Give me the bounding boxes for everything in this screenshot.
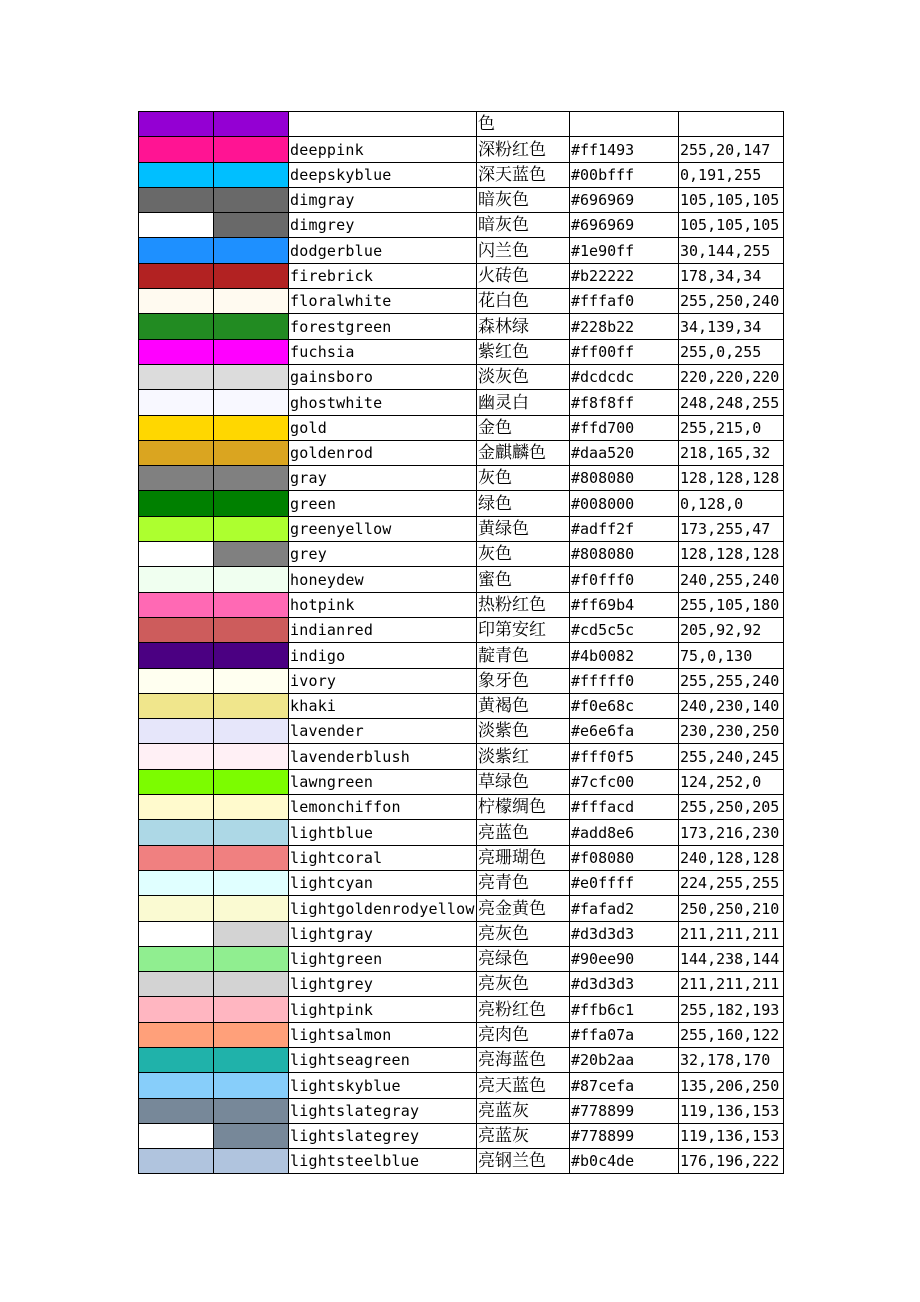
color-swatch-secondary	[214, 1047, 289, 1072]
color-row	[139, 466, 784, 491]
color-rgb-cell: 119,136,153	[679, 1098, 784, 1123]
color-swatch-primary	[139, 617, 214, 642]
color-swatch-secondary	[214, 946, 289, 971]
color-swatch-secondary	[214, 289, 289, 314]
color-chinese-name-cell: 亮绿色	[477, 946, 570, 971]
color-chinese-name-cell: 亮蓝色	[477, 820, 570, 845]
color-hex-cell: #fffaf0	[570, 289, 679, 314]
color-swatch-primary	[139, 112, 214, 137]
color-rgb-cell: 128,128,128	[679, 542, 784, 567]
color-rgb-cell: 176,196,222	[679, 1149, 784, 1174]
color-name-cell: green	[289, 491, 477, 516]
color-swatch-primary	[139, 516, 214, 541]
color-name-cell: lightcyan	[289, 870, 477, 895]
color-swatch-secondary	[214, 390, 289, 415]
color-swatch-primary	[139, 567, 214, 592]
color-name-cell: dodgerblue	[289, 238, 477, 263]
color-name-cell: lemonchiffon	[289, 795, 477, 820]
color-name-cell: deepskyblue	[289, 162, 477, 187]
color-chinese-name-cell: 灰色	[477, 542, 570, 567]
color-swatch-secondary	[214, 491, 289, 516]
color-swatch-primary	[139, 643, 214, 668]
color-row	[139, 238, 784, 263]
color-rgb-cell: 173,255,47	[679, 516, 784, 541]
color-swatch-secondary	[214, 263, 289, 288]
color-hex-cell: #daa520	[570, 440, 679, 465]
color-rgb-cell: 218,165,32	[679, 440, 784, 465]
color-chinese-name-cell: 灰色	[477, 466, 570, 491]
color-rgb-cell: 220,220,220	[679, 364, 784, 389]
color-swatch-primary	[139, 263, 214, 288]
color-chinese-name-cell: 亮钢兰色	[477, 1149, 570, 1174]
color-row	[139, 162, 784, 187]
color-hex-cell: #cd5c5c	[570, 617, 679, 642]
color-swatch-primary	[139, 364, 214, 389]
color-chinese-name-cell: 黄绿色	[477, 516, 570, 541]
color-name-cell: lawngreen	[289, 769, 477, 794]
color-rgb-cell: 32,178,170	[679, 1047, 784, 1072]
color-hex-cell: #008000	[570, 491, 679, 516]
color-rgb-cell: 211,211,211	[679, 972, 784, 997]
color-swatch-secondary	[214, 1073, 289, 1098]
color-rgb-cell: 224,255,255	[679, 870, 784, 895]
color-swatch-secondary	[214, 795, 289, 820]
color-swatch-primary	[139, 213, 214, 238]
color-hex-cell: #ff1493	[570, 137, 679, 162]
color-chinese-name-cell: 森林绿	[477, 314, 570, 339]
color-swatch-primary	[139, 896, 214, 921]
color-rgb-cell: 255,250,205	[679, 795, 784, 820]
color-row	[139, 997, 784, 1022]
color-rgb-cell: 144,238,144	[679, 946, 784, 971]
color-chinese-name-cell: 亮肉色	[477, 1022, 570, 1047]
color-row	[139, 1149, 784, 1174]
color-swatch-secondary	[214, 769, 289, 794]
color-rgb-cell: 0,128,0	[679, 491, 784, 516]
color-swatch-secondary	[214, 516, 289, 541]
color-name-cell	[289, 112, 477, 137]
color-hex-cell: #ff00ff	[570, 339, 679, 364]
color-rgb-cell: 124,252,0	[679, 769, 784, 794]
color-swatch-secondary	[214, 693, 289, 718]
color-swatch-primary	[139, 162, 214, 187]
color-hex-cell: #778899	[570, 1098, 679, 1123]
color-rgb-cell: 255,250,240	[679, 289, 784, 314]
color-swatch-primary	[139, 744, 214, 769]
color-chinese-name-cell: 深天蓝色	[477, 162, 570, 187]
color-hex-cell: #20b2aa	[570, 1047, 679, 1072]
color-rgb-cell: 119,136,153	[679, 1123, 784, 1148]
color-row	[139, 693, 784, 718]
color-row	[139, 946, 784, 971]
color-hex-cell: #b22222	[570, 263, 679, 288]
color-name-cell: khaki	[289, 693, 477, 718]
color-row	[139, 289, 784, 314]
color-name-cell: grey	[289, 542, 477, 567]
color-name-cell: indigo	[289, 643, 477, 668]
color-hex-cell: #d3d3d3	[570, 921, 679, 946]
color-rgb-cell: 255,20,147	[679, 137, 784, 162]
color-swatch-primary	[139, 693, 214, 718]
color-name-cell: greenyellow	[289, 516, 477, 541]
color-name-cell: goldenrod	[289, 440, 477, 465]
color-hex-cell: #ffa07a	[570, 1022, 679, 1047]
color-hex-cell: #fffacd	[570, 795, 679, 820]
color-swatch-primary	[139, 466, 214, 491]
color-row	[139, 112, 784, 137]
color-swatch-primary	[139, 1047, 214, 1072]
color-chinese-name-cell: 暗灰色	[477, 187, 570, 212]
color-name-cell: gold	[289, 415, 477, 440]
color-swatch-secondary	[214, 719, 289, 744]
color-name-cell: lightgrey	[289, 972, 477, 997]
color-swatch-primary	[139, 415, 214, 440]
color-swatch-primary	[139, 238, 214, 263]
color-rgb-cell: 211,211,211	[679, 921, 784, 946]
color-chinese-name-cell: 淡紫色	[477, 719, 570, 744]
color-hex-cell: #ffd700	[570, 415, 679, 440]
color-chinese-name-cell: 金麒麟色	[477, 440, 570, 465]
color-hex-cell: #87cefa	[570, 1073, 679, 1098]
color-rgb-cell: 135,206,250	[679, 1073, 784, 1098]
color-hex-cell: #e6e6fa	[570, 719, 679, 744]
color-name-cell: lightseagreen	[289, 1047, 477, 1072]
color-swatch-primary	[139, 592, 214, 617]
color-row	[139, 921, 784, 946]
color-hex-cell: #fffff0	[570, 668, 679, 693]
color-row	[139, 1073, 784, 1098]
color-swatch-primary	[139, 314, 214, 339]
color-name-cell: lavenderblush	[289, 744, 477, 769]
color-swatch-secondary	[214, 187, 289, 212]
color-hex-cell: #f8f8ff	[570, 390, 679, 415]
color-row	[139, 820, 784, 845]
color-row	[139, 314, 784, 339]
color-rgb-cell: 34,139,34	[679, 314, 784, 339]
color-swatch-secondary	[214, 997, 289, 1022]
color-rgb-cell: 248,248,255	[679, 390, 784, 415]
color-swatch-secondary	[214, 238, 289, 263]
color-row	[139, 567, 784, 592]
color-row	[139, 1047, 784, 1072]
color-chinese-name-cell: 火砖色	[477, 263, 570, 288]
color-swatch-secondary	[214, 415, 289, 440]
color-name-cell: ivory	[289, 668, 477, 693]
color-chinese-name-cell: 亮珊瑚色	[477, 845, 570, 870]
color-chinese-name-cell: 紫红色	[477, 339, 570, 364]
color-name-cell: lightgoldenrodyellow	[289, 896, 477, 921]
color-swatch-primary	[139, 390, 214, 415]
color-hex-cell: #ff69b4	[570, 592, 679, 617]
color-row	[139, 1098, 784, 1123]
color-swatch-secondary	[214, 162, 289, 187]
color-name-cell: lightblue	[289, 820, 477, 845]
color-name-cell: lightsteelblue	[289, 1149, 477, 1174]
color-chinese-name-cell: 热粉红色	[477, 592, 570, 617]
color-swatch-primary	[139, 795, 214, 820]
color-rgb-cell: 255,160,122	[679, 1022, 784, 1047]
color-hex-cell: #f0fff0	[570, 567, 679, 592]
color-hex-cell: #808080	[570, 466, 679, 491]
color-hex-cell: #add8e6	[570, 820, 679, 845]
color-swatch-primary	[139, 1098, 214, 1123]
color-swatch-primary	[139, 921, 214, 946]
color-swatch-secondary	[214, 643, 289, 668]
color-rgb-cell: 240,255,240	[679, 567, 784, 592]
color-swatch-primary	[139, 719, 214, 744]
color-rgb-cell: 128,128,128	[679, 466, 784, 491]
color-chinese-name-cell: 亮青色	[477, 870, 570, 895]
color-row	[139, 542, 784, 567]
color-swatch-secondary	[214, 542, 289, 567]
color-chinese-name-cell: 深粉红色	[477, 137, 570, 162]
color-name-cell: floralwhite	[289, 289, 477, 314]
color-swatch-primary	[139, 1123, 214, 1148]
color-row	[139, 795, 784, 820]
color-rgb-cell: 0,191,255	[679, 162, 784, 187]
color-chinese-name-cell: 草绿色	[477, 769, 570, 794]
color-chinese-name-cell: 亮蓝灰	[477, 1098, 570, 1123]
color-swatch-primary	[139, 845, 214, 870]
color-swatch-primary	[139, 491, 214, 516]
color-name-cell: forestgreen	[289, 314, 477, 339]
color-swatch-primary	[139, 542, 214, 567]
color-chinese-name-cell: 柠檬绸色	[477, 795, 570, 820]
color-rgb-cell: 30,144,255	[679, 238, 784, 263]
color-name-cell: hotpink	[289, 592, 477, 617]
color-rgb-cell: 255,182,193	[679, 997, 784, 1022]
color-chinese-name-cell: 亮灰色	[477, 972, 570, 997]
color-swatch-secondary	[214, 440, 289, 465]
color-hex-cell: #696969	[570, 213, 679, 238]
color-swatch-secondary	[214, 896, 289, 921]
color-swatch-secondary	[214, 845, 289, 870]
color-name-cell: lightslategrey	[289, 1123, 477, 1148]
color-hex-cell: #ffb6c1	[570, 997, 679, 1022]
color-row	[139, 137, 784, 162]
color-swatch-primary	[139, 187, 214, 212]
color-row	[139, 339, 784, 364]
color-row	[139, 592, 784, 617]
color-name-cell: honeydew	[289, 567, 477, 592]
color-swatch-primary	[139, 1073, 214, 1098]
color-swatch-secondary	[214, 364, 289, 389]
color-row	[139, 617, 784, 642]
color-name-cell: lavender	[289, 719, 477, 744]
color-rgb-cell	[679, 112, 784, 137]
color-swatch-primary	[139, 440, 214, 465]
color-chinese-name-cell: 靛青色	[477, 643, 570, 668]
color-chinese-name-cell: 暗灰色	[477, 213, 570, 238]
color-row	[139, 643, 784, 668]
color-row	[139, 415, 784, 440]
color-chinese-name-cell: 黄褐色	[477, 693, 570, 718]
color-row	[139, 440, 784, 465]
color-rgb-cell: 255,215,0	[679, 415, 784, 440]
color-name-cell: indianred	[289, 617, 477, 642]
color-rgb-cell: 105,105,105	[679, 213, 784, 238]
color-swatch-secondary	[214, 592, 289, 617]
color-swatch-secondary	[214, 870, 289, 895]
color-hex-cell: #808080	[570, 542, 679, 567]
color-swatch-secondary	[214, 744, 289, 769]
color-name-cell: lightgray	[289, 921, 477, 946]
color-swatch-primary	[139, 1149, 214, 1174]
color-hex-cell: #adff2f	[570, 516, 679, 541]
color-name-cell: gray	[289, 466, 477, 491]
color-hex-cell: #b0c4de	[570, 1149, 679, 1174]
color-chinese-name-cell: 印第安红	[477, 617, 570, 642]
color-swatch-primary	[139, 339, 214, 364]
color-row	[139, 870, 784, 895]
color-row	[139, 845, 784, 870]
color-chinese-name-cell: 幽灵白	[477, 390, 570, 415]
color-hex-cell: #228b22	[570, 314, 679, 339]
color-rgb-cell: 255,105,180	[679, 592, 784, 617]
color-chinese-name-cell: 花白色	[477, 289, 570, 314]
color-swatch-secondary	[214, 668, 289, 693]
color-swatch-secondary	[214, 466, 289, 491]
color-chinese-name-cell: 亮蓝灰	[477, 1123, 570, 1148]
color-chinese-name-cell: 象牙色	[477, 668, 570, 693]
color-row	[139, 972, 784, 997]
color-chinese-name-cell: 亮海蓝色	[477, 1047, 570, 1072]
color-rgb-cell: 75,0,130	[679, 643, 784, 668]
color-name-cell: dimgray	[289, 187, 477, 212]
color-hex-cell: #90ee90	[570, 946, 679, 971]
color-hex-cell: #d3d3d3	[570, 972, 679, 997]
color-rgb-cell: 250,250,210	[679, 896, 784, 921]
color-swatch-secondary	[214, 339, 289, 364]
color-hex-cell: #fafad2	[570, 896, 679, 921]
color-rgb-cell: 255,255,240	[679, 668, 784, 693]
color-name-cell: lightslategray	[289, 1098, 477, 1123]
color-name-cell: lightgreen	[289, 946, 477, 971]
color-swatch-secondary	[214, 567, 289, 592]
color-swatch-secondary	[214, 213, 289, 238]
color-table	[138, 111, 784, 1174]
color-row	[139, 516, 784, 541]
color-row	[139, 1022, 784, 1047]
color-swatch-secondary	[214, 921, 289, 946]
color-row	[139, 364, 784, 389]
color-chinese-name-cell: 亮粉红色	[477, 997, 570, 1022]
color-name-cell: fuchsia	[289, 339, 477, 364]
color-rgb-cell: 205,92,92	[679, 617, 784, 642]
color-swatch-secondary	[214, 972, 289, 997]
color-swatch-secondary	[214, 112, 289, 137]
color-name-cell: lightsalmon	[289, 1022, 477, 1047]
color-row	[139, 668, 784, 693]
color-row	[139, 390, 784, 415]
color-chinese-name-cell: 亮灰色	[477, 921, 570, 946]
color-name-cell: ghostwhite	[289, 390, 477, 415]
color-rgb-cell: 230,230,250	[679, 719, 784, 744]
color-name-cell: firebrick	[289, 263, 477, 288]
color-swatch-primary	[139, 769, 214, 794]
color-rgb-cell: 105,105,105	[679, 187, 784, 212]
color-hex-cell: #1e90ff	[570, 238, 679, 263]
color-chinese-name-cell: 闪兰色	[477, 238, 570, 263]
color-row	[139, 491, 784, 516]
color-swatch-secondary	[214, 820, 289, 845]
color-chinese-name-cell: 淡灰色	[477, 364, 570, 389]
color-chinese-name-cell: 亮金黄色	[477, 896, 570, 921]
color-row	[139, 744, 784, 769]
color-chinese-name-cell: 蜜色	[477, 567, 570, 592]
color-row	[139, 187, 784, 212]
color-rgb-cell: 255,240,245	[679, 744, 784, 769]
color-name-cell: lightcoral	[289, 845, 477, 870]
color-hex-cell: #696969	[570, 187, 679, 212]
color-name-cell: dimgrey	[289, 213, 477, 238]
color-row	[139, 263, 784, 288]
color-swatch-secondary	[214, 1022, 289, 1047]
color-name-cell: deeppink	[289, 137, 477, 162]
color-swatch-secondary	[214, 1098, 289, 1123]
color-row	[139, 1123, 784, 1148]
color-hex-cell: #f08080	[570, 845, 679, 870]
color-hex-cell: #dcdcdc	[570, 364, 679, 389]
color-name-cell: lightskyblue	[289, 1073, 477, 1098]
color-rgb-cell: 240,230,140	[679, 693, 784, 718]
color-hex-cell: #00bfff	[570, 162, 679, 187]
color-rgb-cell: 255,0,255	[679, 339, 784, 364]
color-name-cell: lightpink	[289, 997, 477, 1022]
color-rgb-cell: 240,128,128	[679, 845, 784, 870]
color-hex-cell: #fff0f5	[570, 744, 679, 769]
color-name-cell: gainsboro	[289, 364, 477, 389]
color-rgb-cell: 173,216,230	[679, 820, 784, 845]
color-chinese-name-cell: 淡紫红	[477, 744, 570, 769]
color-chinese-name-cell: 绿色	[477, 491, 570, 516]
color-swatch-primary	[139, 972, 214, 997]
color-table-body	[139, 112, 784, 1174]
color-chinese-name-cell: 金色	[477, 415, 570, 440]
color-hex-cell: #778899	[570, 1123, 679, 1148]
color-row	[139, 213, 784, 238]
color-swatch-primary	[139, 289, 214, 314]
color-row	[139, 896, 784, 921]
color-swatch-secondary	[214, 1149, 289, 1174]
color-swatch-primary	[139, 668, 214, 693]
color-chinese-name-cell: 亮天蓝色	[477, 1073, 570, 1098]
color-hex-cell: #4b0082	[570, 643, 679, 668]
color-hex-cell: #7cfc00	[570, 769, 679, 794]
color-swatch-primary	[139, 137, 214, 162]
color-rgb-cell: 178,34,34	[679, 263, 784, 288]
color-chinese-name-cell: 色	[477, 112, 570, 137]
color-swatch-primary	[139, 1022, 214, 1047]
color-swatch-primary	[139, 946, 214, 971]
color-row	[139, 769, 784, 794]
color-swatch-secondary	[214, 617, 289, 642]
color-swatch-secondary	[214, 1123, 289, 1148]
color-hex-cell: #e0ffff	[570, 870, 679, 895]
color-hex-cell	[570, 112, 679, 137]
color-swatch-secondary	[214, 137, 289, 162]
color-hex-cell: #f0e68c	[570, 693, 679, 718]
color-swatch-primary	[139, 820, 214, 845]
color-swatch-primary	[139, 870, 214, 895]
color-swatch-secondary	[214, 314, 289, 339]
color-swatch-primary	[139, 997, 214, 1022]
color-row	[139, 719, 784, 744]
